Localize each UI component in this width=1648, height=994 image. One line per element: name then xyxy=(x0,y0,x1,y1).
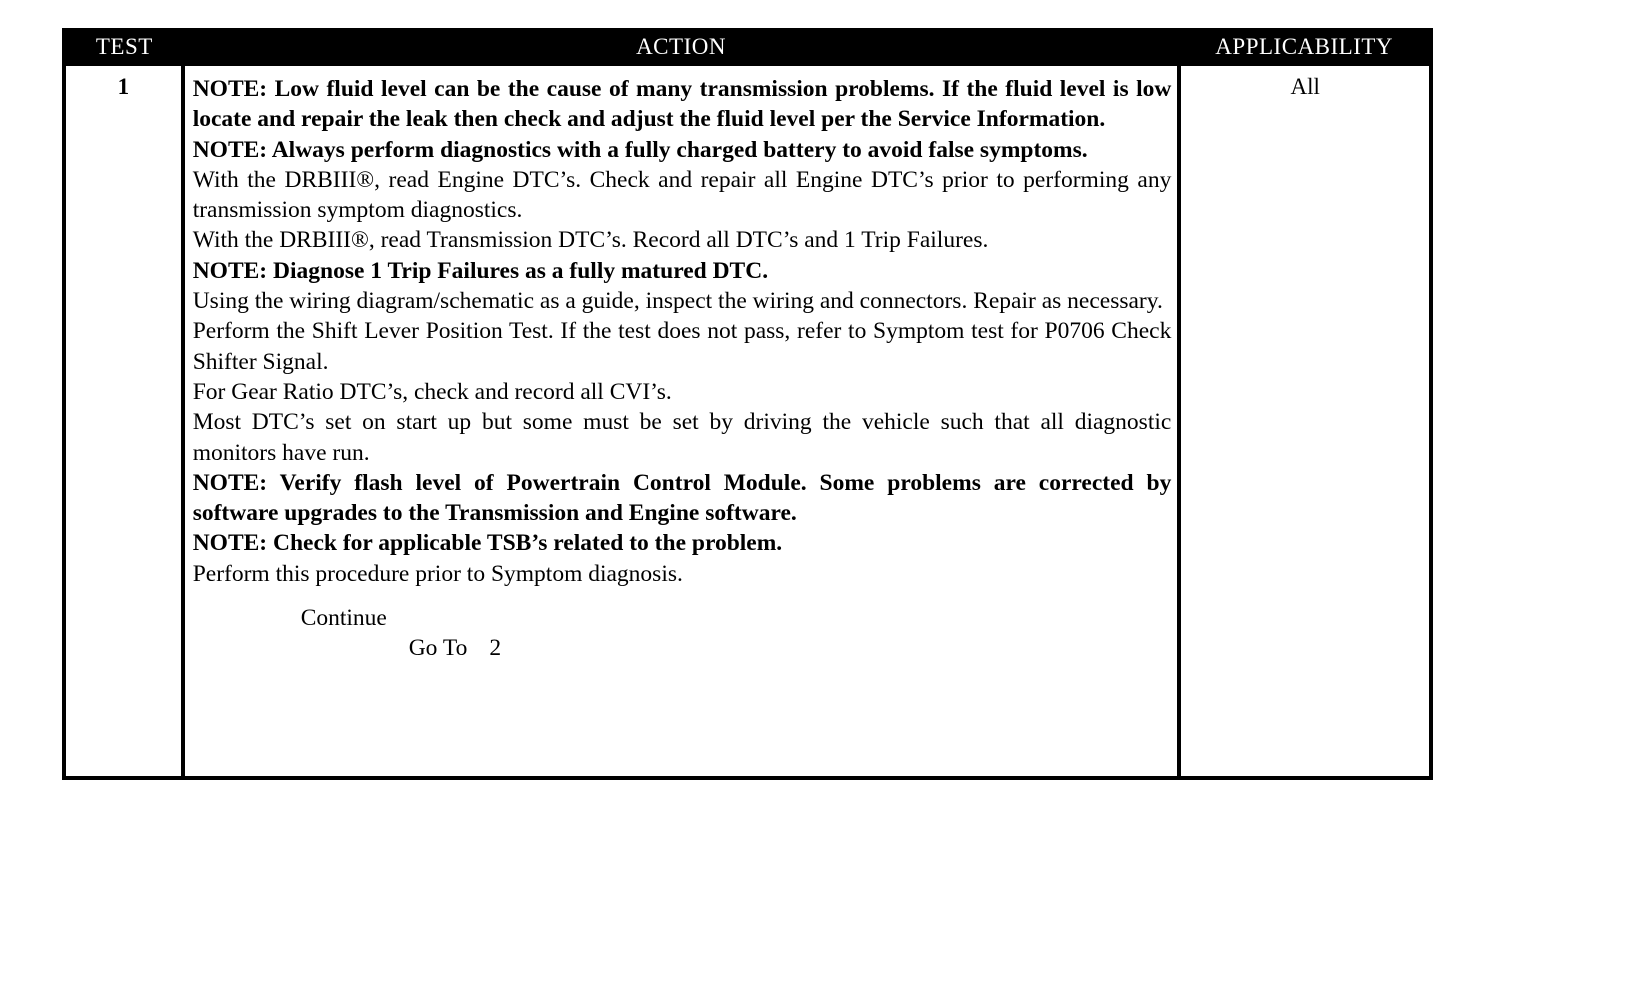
result-continue: Continue xyxy=(300,605,387,632)
note-battery: NOTE: Always perform diagnostics with a fully charged battery to avoid false symptoms. xyxy=(192,136,1088,163)
action-cell xyxy=(183,64,1180,778)
step-gear-ratio: For Gear Ratio DTC’s, check and record all CVI’s. xyxy=(192,378,672,405)
note-flash-level: NOTE: Verify flash level of Powertrain Control Module. Some problems are corrected by software upgrades to the Transmission and Engine software. xyxy=(192,469,1172,527)
step-wiring-inspection: Using the wiring diagram/schematic as a guide, inspect the wiring and connectors. Repair as necessary. xyxy=(192,288,1163,315)
step-engine-dtc: With the DRBIII®, read Engine DTC’s. Check and repair all Engine DTC’s prior to performing any transmission symptom diagnostics. xyxy=(192,166,1172,224)
header-applicability: APPLICABILITY xyxy=(1215,34,1394,59)
note-low-fluid: NOTE: Low fluid level can be the cause of many transmission problems. If the fluid level is low locate and repair the leak then check and adjust the fluid level per the Service Information. xyxy=(192,76,1172,133)
table-row xyxy=(64,64,1431,778)
goto-label: Go To xyxy=(408,635,468,662)
test-number: 1 xyxy=(64,64,183,778)
header-test: TEST xyxy=(95,34,153,59)
diagnostic-procedure-table xyxy=(62,28,1433,780)
note-trip-failures: NOTE: Diagnose 1 Trip Failures as a fully matured DTC. xyxy=(192,257,769,284)
step-dtc-monitors: Most DTC’s set on start up but some must be set by driving the vehicle such that all diagnostic monitors have run. xyxy=(192,409,1172,466)
step-prior-symptom: Perform this procedure prior to Symptom diagnosis. xyxy=(192,560,683,587)
table-header-row xyxy=(64,30,1431,64)
goto-target-link[interactable]: 2 xyxy=(489,635,502,662)
header-action: ACTION xyxy=(636,34,726,59)
step-shift-lever-test: Perform the Shift Lever Position Test. If the test does not pass, refer to Symptom test for P0706 Check Shifter Signal. xyxy=(192,318,1172,375)
applicability-value: All xyxy=(1179,64,1431,778)
step-transmission-dtc: With the DRBIII®, read Transmission DTC’s. Record all DTC’s and 1 Trip Failures. xyxy=(192,227,989,254)
note-tsb: NOTE: Check for applicable TSB’s related to the problem. xyxy=(192,530,783,557)
goto-instruction xyxy=(409,633,1172,663)
